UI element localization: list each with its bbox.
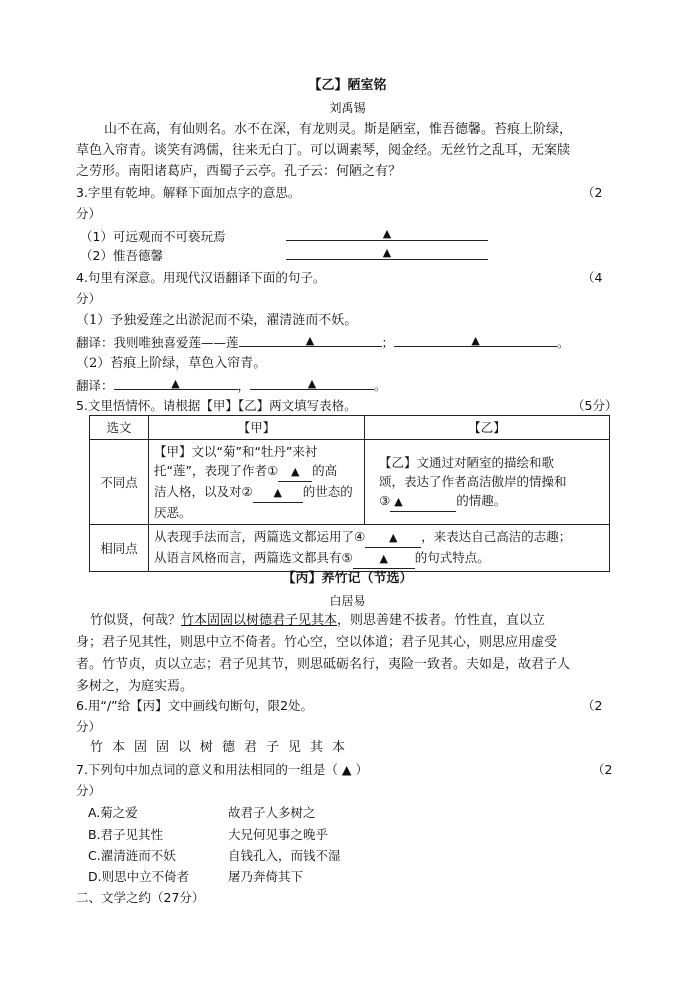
q4-translation-1 [76,334,570,352]
q4-blank-2[interactable] [394,334,557,347]
jia-text-1: 【甲】文以“菊”和“牡丹”来衬 [154,444,318,459]
header-jia: 【甲】 [149,416,365,440]
semicolon: ； [381,335,395,350]
option-d-left[interactable]: D.则思中立不倚者 [88,869,190,884]
q5-stem: 5.文里悟情怀。请根据【甲】【乙】两文填写表格。 [76,398,357,413]
answer-mark-icon: ▲ [305,334,315,347]
comma: ， [237,378,251,393]
option-d-right: 屠乃奔倚其下 [228,869,304,884]
q4-score-a: （4 [582,270,603,285]
jia-text-2b: 的高 [312,463,338,478]
header-col: 选文 [90,416,149,440]
section-2-heading: 二、文学之约（27分） [76,890,205,905]
q4-item-2: （2）苔痕上阶绿，草色入帘青。 [76,356,267,371]
bing-text-line-2: 身；君子见其性，则思中立不倚者。竹心空，空以体道；君子见其心，则思应用虚受 [76,635,558,650]
blank-3[interactable] [390,491,456,512]
q3-item-2: （2）惟吾德馨 [80,248,163,263]
q4-blank-1[interactable] [239,334,382,347]
bing-title: 【丙】养竹记（节选） [282,571,413,586]
answer-mark-icon: ▲ [382,246,392,259]
row-label-same: 相同点 [90,525,149,572]
same-text-1 [154,527,604,548]
bing-text-line-3: 者。竹节贞，贞以立志；君子见其节，则思砥砺名行，夷险一致者。夫如是，故君子人 [76,657,571,672]
blank-5[interactable] [353,548,415,569]
q7-score-a: （2 [592,762,613,777]
same-text-2a: 从语言风格而言，两篇选文都具有⑤ [154,550,353,565]
q5-score: （5分） [572,398,618,413]
translation-label: 翻译： [76,335,114,350]
jia-text-2 [154,461,359,482]
option-a-left[interactable]: A.菊之爱 [88,805,138,820]
blank-2[interactable] [253,482,303,503]
translation-label: 翻译： [76,378,114,393]
q6-sentence[interactable]: 竹本固固以树德君子见其本 [90,740,355,755]
yi-text-line-3: 之劳形。南阳诸葛庐，西蜀子云亭。孔子云：何陋之有？ [76,164,402,179]
period: 。 [374,378,387,393]
yi-text-line-1: 山不在高，有仙则名。水不在深，有龙则灵。斯是陋室，惟吾德馨。苔痕上阶绿， [104,122,573,137]
q3-score-b: 分） [76,206,102,221]
jia-text-4: 厌恶。 [154,505,192,520]
blank-4[interactable] [365,527,421,548]
yi-author: 刘禹锡 [329,101,366,115]
q7-stem: 7.下列句中加点词的意义和用法相同的一组是（ ▲ ） [76,762,368,777]
jia-text-2a: 托“莲”，表现了作者① [154,463,279,478]
answer-mark-icon: ▲ [273,486,282,499]
option-b-left[interactable]: B.君子见其性 [88,827,164,842]
same-cell [149,525,610,572]
yi-cell [365,440,610,525]
answer-mark-icon: ▲ [388,531,398,544]
bing-text-1a: 竹似贤，何哉？ [90,613,182,628]
row-label-different: 不同点 [90,440,149,525]
bing-text-1c: ，则思善建不拔者。竹性直，直以立 [337,613,546,628]
q4-blank-4[interactable] [250,377,374,390]
translation-prefix: 我则唯独喜爱莲——莲 [113,335,239,350]
jia-text-3a: 洁人格，以及对② [154,484,253,499]
yi-title: 【乙】陋室铭 [308,78,387,93]
jia-cell [149,440,365,525]
option-a-right: 故君子人多树之 [228,805,316,820]
q3-score-a: （2 [582,185,603,200]
jia-text-3b: 的世态的 [302,484,353,499]
bing-text-line-4: 多树之，为庭实焉。 [76,679,194,694]
bing-author: 白居易 [329,594,366,608]
answer-mark-icon: ▲ [382,227,392,240]
q3-answer-1[interactable] [286,228,488,246]
bing-text-line-1 [90,612,545,630]
answer-mark-icon: ▲ [171,377,180,390]
answer-mark-icon: ▲ [394,494,403,508]
same-text-1a: 从表现手法而言，两篇选文都运用了④ [154,529,366,544]
q7-score-b: 分） [76,783,102,798]
option-b-right: 大兄何见事之晚乎 [228,827,329,842]
jia-text-3 [154,482,359,503]
q4-blank-3[interactable] [114,377,238,390]
q4-translation-2 [76,377,387,395]
q3-answer-2[interactable] [286,247,488,265]
same-text-2b: 的句式特点。 [414,550,490,565]
q3-stem: 3.字里有乾坤。解释下面加点字的意思。 [76,185,301,200]
option-c-right: 自钱孔入，而钱不湿 [228,848,341,863]
yi-text-3a: ③ [379,492,391,508]
answer-mark-icon: ▲ [379,552,388,565]
comparison-table [89,415,610,572]
same-text-2 [154,548,604,569]
yi-text-3b: 的情趣。 [456,492,507,508]
answer-mark-icon: ▲ [290,465,300,478]
q3-item-1: （1）可远观而不可亵玩焉 [80,229,226,244]
yi-text-line-2: 草色入帘青。谈笑有鸿儒，往来无白丁。可以调素琴，阅金经。无丝竹之乱耳，无案牍 [76,143,571,158]
answer-mark-icon: ▲ [471,334,480,347]
q4-score-b: 分） [76,291,102,306]
answer-mark-icon: ▲ [307,377,317,390]
header-yi: 【乙】 [365,416,610,440]
q6-score-a: （2 [582,698,603,713]
period: 。 [557,335,570,350]
q6-score-b: 分） [76,719,102,734]
same-text-1b: ，来表达自己高洁的志趣； [421,529,572,544]
yi-text-3 [379,491,604,512]
underlined-sentence: 竹本固固以树德君子见其本 [181,613,338,628]
option-c-left[interactable]: C.濯清涟而不妖 [88,848,176,863]
yi-text-1: 【乙】文通过对陋室的描绘和歌 [379,454,555,470]
q4-stem: 4.句里有深意。用现代汉语翻译下面的句子。 [76,270,326,285]
yi-text-2: 颂，表达了作者高洁傲岸的情操和 [379,473,567,489]
q4-item-1: （1）予独爱莲之出淤泥而不染，濯清涟而不妖。 [76,313,358,328]
blank-1[interactable] [278,461,312,482]
q6-stem: 6.用“/”给【丙】文中画线句断句，限2处。 [76,698,314,713]
